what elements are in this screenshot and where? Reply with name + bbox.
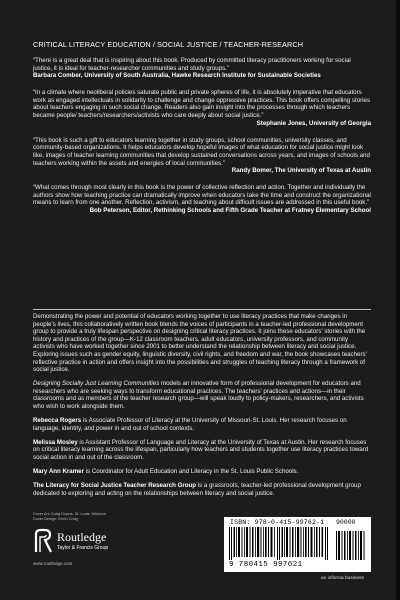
endorsements — [33, 57, 371, 224]
author-bio — [33, 468, 371, 476]
informa-tagline: an informa business — [321, 576, 364, 581]
endorsement — [33, 184, 371, 214]
author-bio — [33, 417, 371, 432]
description-text: models an innovative form of professional development for educators and researchers who are seeking ways to transform educational practices. The teachers’ practices and actions—in their classrooms and as members of the teacher research group—will speak loudly to policy-makers, researchers, and activists who wish to work alongside them. — [33, 380, 364, 411]
publisher-group: Taylor & Francis Group — [57, 545, 109, 551]
endorsement-text: “In a climate where neoliberal policies saturate public and private spheres of life, it is absolutely imperative that educators work as engaged intellectuals in solidarity to challenge and change oppressive practices. This book offers compelling stories about teachers engaging in such social change. Readers also gain insight into the processes through which teachers became people/ teachers/researchers/activists who care deeply about social justice.” — [33, 89, 371, 120]
addon-bars-icon — [336, 527, 366, 560]
barcode-bars-icon — [229, 527, 329, 560]
author-name: Rebecca Rogers — [33, 417, 82, 425]
cover-credits — [33, 512, 106, 522]
cover-design-credit: Cover Design: Kevin Craig — [33, 517, 78, 521]
routledge-emblem-icon — [33, 528, 55, 554]
book-title: Designing Socially Just Learning Communities — [33, 380, 160, 388]
barcode-addon-digits: 90000 — [336, 519, 356, 526]
endorsement-attribution: Stephanie Jones, University of Georgia — [256, 119, 371, 127]
barcode-digits: 9 780415 997621 — [229, 561, 303, 569]
publisher-website: www.routledge.com — [33, 561, 73, 566]
author-name: Mary Ann Kramer — [33, 468, 84, 476]
isbn-text: ISBN: 978-0-415-99762-1 — [230, 519, 325, 526]
author-bio-text: is Assistant Professor of Language and Literacy at the University of Texas at Austin. Her research focuses on critical literacy learning across the lifespan, particularly how teachers and students together use literacy practices toward social action in and out of the classroom. — [33, 438, 369, 461]
endorsement — [33, 89, 371, 127]
book-description — [33, 313, 371, 504]
cover-edge — [396, 0, 400, 600]
author-name: The Literacy for Social Justice Teacher Research Group — [33, 482, 197, 490]
author-bio — [33, 439, 371, 462]
endorsement-attribution: Barbara Comber, University of South Australia, Hawke Research Institute for Sustainable Societies — [33, 72, 321, 80]
routledge-logo — [33, 528, 153, 558]
publisher-name: Routledge — [57, 530, 107, 544]
description-paragraph: Demonstrating the power and potential of educators working together to use literacy practices that make changes in people’s lives, this collaboratively written book blends the voices of participants in a teacher-led professional development group to provide a truly lifespan perspective on designing critical literacy practices. It joins these educators’ stories with the history and practices of the group—K-12 classroom teachers, adult educators, university professors, and community activists who have worked together since 2001 to better understand the relationship between literacy and social justice. Exploring issues such as gender equity, linguistic diversity, civil rights, and freedom and war, the book showcases teachers’ reflective practice in action and offers insight into the possibilities and struggles of teaching literacy through a framework of social justice. — [33, 313, 367, 374]
cover-art-credit: Cover Art: Craig Downs, St. Louis, Missouri — [33, 512, 106, 516]
endorsement — [33, 57, 371, 80]
publisher-footer — [33, 512, 371, 582]
endorsement-text: “There is a great deal that is inspiring about this book. Produced by committed literacy practitioners working for social justice, it is ideal for teacher-researcher communities and study groups.” — [33, 57, 351, 72]
author-name: Melissa Mosley — [33, 438, 78, 446]
endorsement — [33, 137, 371, 175]
endorsement-text: “This book is such a gift to educators learning together in study groups, school communities, university classes, and community-based organizations. It helps educators develop hopeful images of what education for social justice might look like, images of teacher learning communities that develop sustained conversations across years, and images of schools and teachers working within the assets and energies of local communities.” — [33, 136, 370, 167]
subject-header: CRITICAL LITERACY EDUCATION / SOCIAL JUSTICE / TEACHER-RESEARCH — [33, 40, 304, 49]
endorsement-text: “What comes through most clearly in this book is the power of collective reflection and action. Together and individually the authors show how teaching practice can dramatically improve when educators take the time and construct the organizational means to learn from one another. Reflection, activism, and teaching about difficult issues are addressed in this useful book.” — [33, 184, 371, 207]
description-paragraph — [33, 380, 371, 410]
author-bio — [33, 482, 371, 497]
section-divider — [33, 309, 371, 310]
barcode — [224, 517, 371, 572]
author-bio-text: is a grassroots, teacher-led professional development group dedicated to exploring and acting on the relationships between literacy and social justice. — [33, 482, 361, 497]
endorsement-attribution: Bob Peterson, Editor, Rethinking Schools and Fifth Grade Teacher at Fratney Elementary School — [89, 207, 371, 214]
author-bio-text: is Coordinator for Adult Education and Literacy in the St. Louis Public Schools. — [83, 468, 299, 476]
author-bio-text: is Associate Professor of Literacy at the University of Missouri-St. Louis. Her research focuses on language, identity, and power in and out of school contexts. — [33, 417, 347, 432]
endorsement-attribution: Randy Bomer, The University of Texas at Austin — [231, 167, 371, 175]
